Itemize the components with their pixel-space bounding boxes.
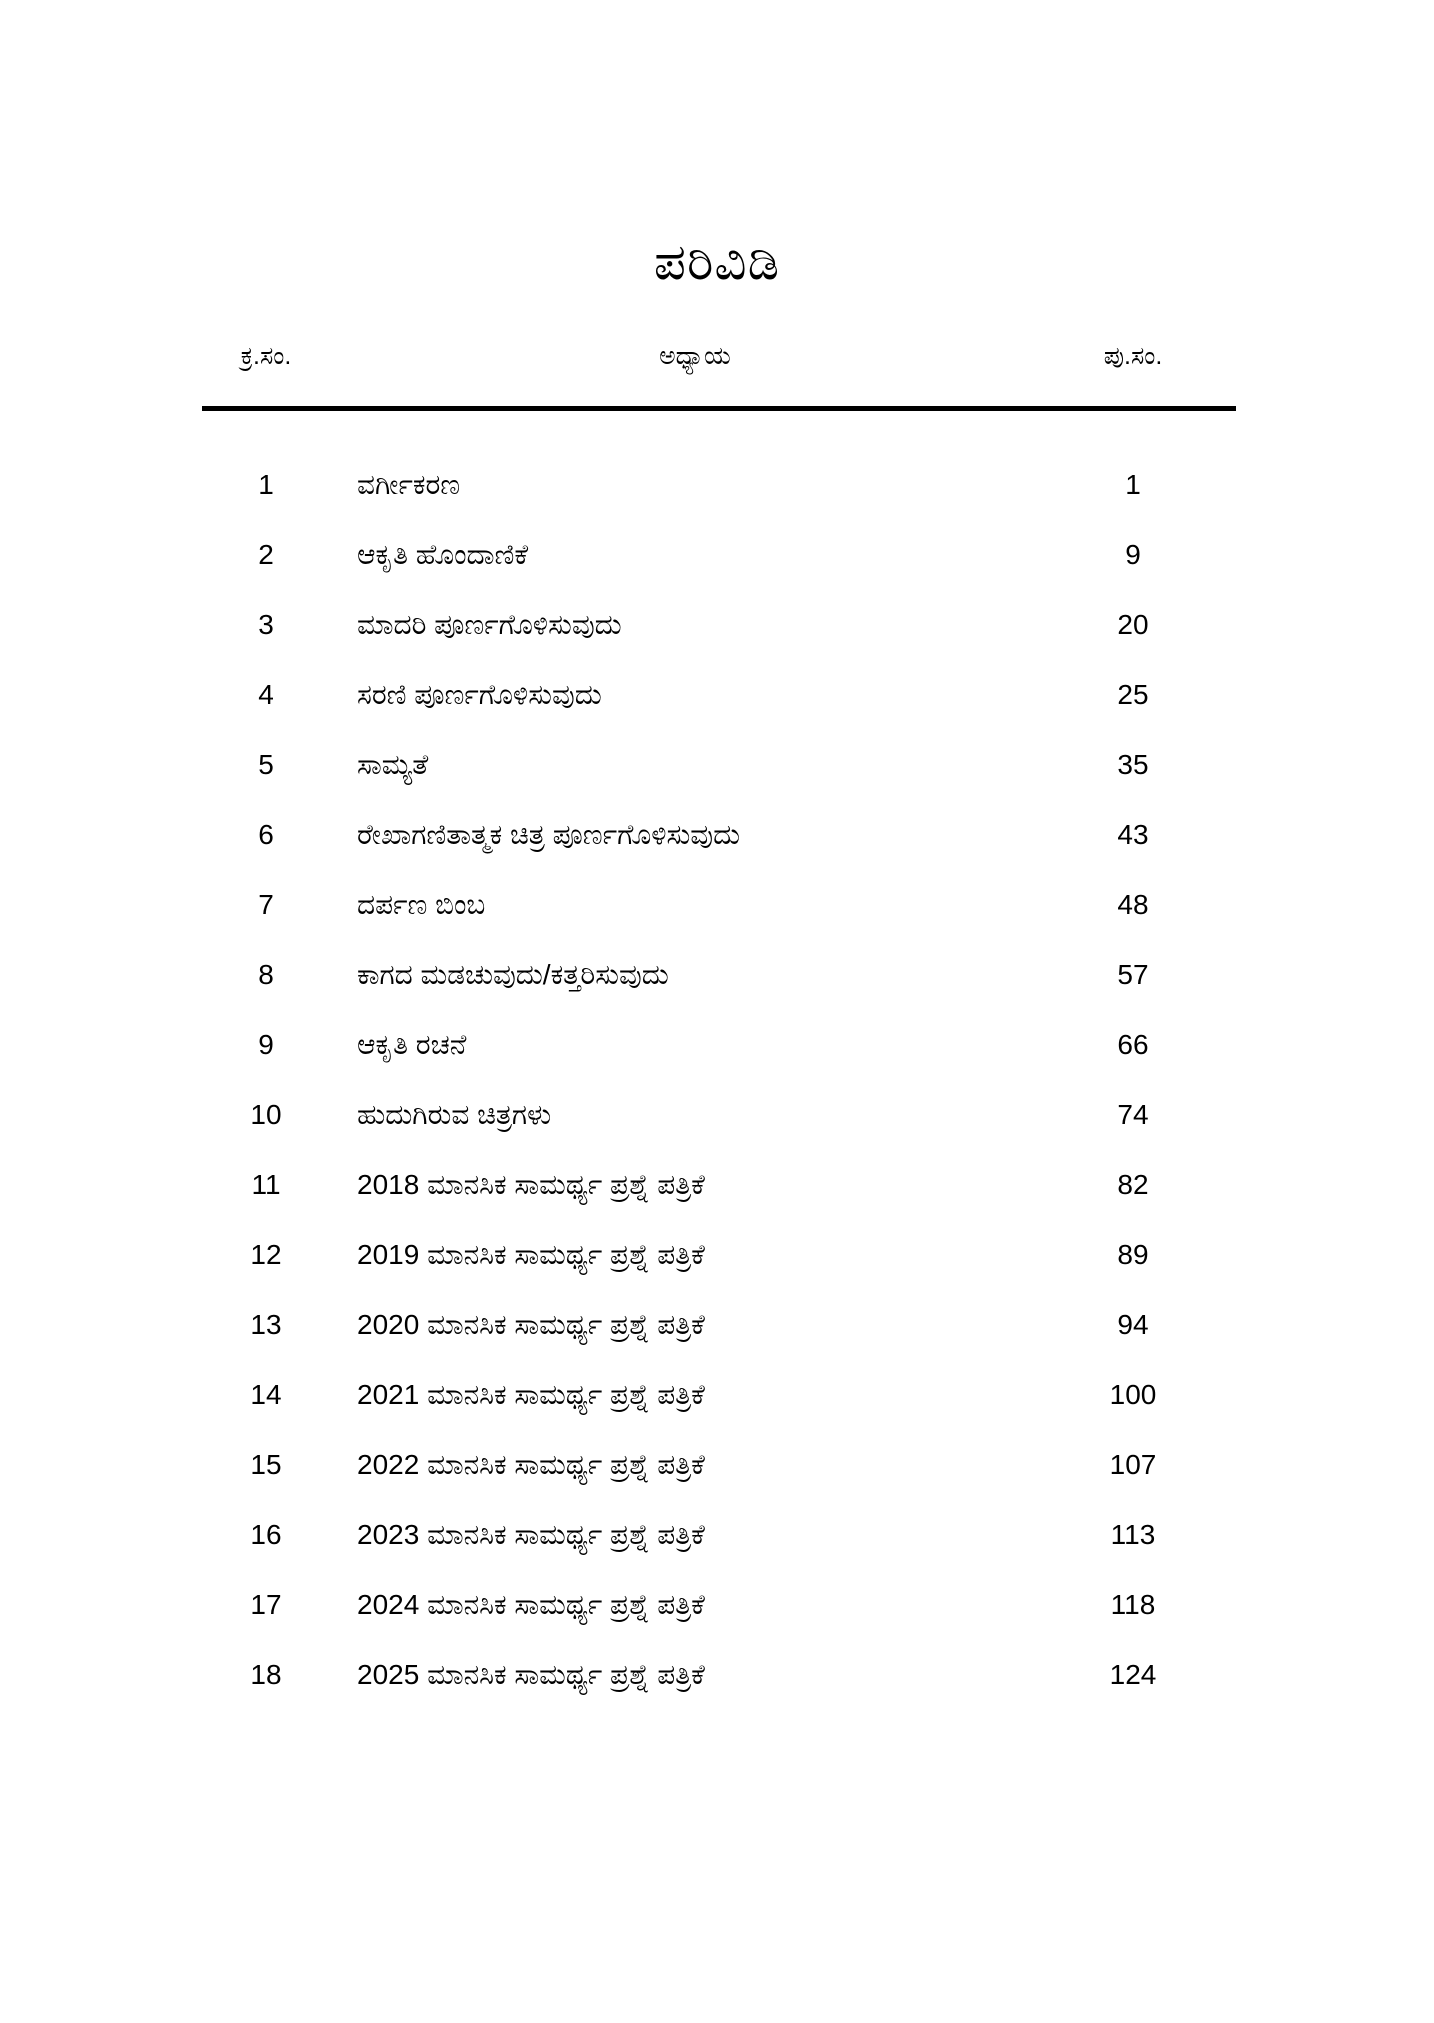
row-chapter-title: ಸಾಮ್ಯತೆ <box>357 748 429 780</box>
row-chapter-title: 2025 ಮಾನಸಿಕ ಸಾಮರ್ಥ್ಯ ಪ್ರಶ್ನೆ ಪತ್ರಿಕೆ <box>357 1658 705 1690</box>
table-row <box>202 1220 1236 1290</box>
row-serial-number: 16 <box>250 1519 282 1550</box>
row-serial-number: 2 <box>258 539 274 570</box>
row-page-number: 118 <box>1110 1589 1156 1620</box>
row-serial-number: 9 <box>258 1029 274 1060</box>
row-page-number: 66 <box>1117 1029 1149 1060</box>
row-chapter-title: ದರ್ಪಣ ಬಿಂಬ <box>357 888 486 920</box>
row-serial-number: 11 <box>251 1169 281 1200</box>
row-page-number: 74 <box>1117 1099 1149 1130</box>
row-serial-number: 18 <box>250 1659 282 1690</box>
row-chapter-title: ರೇಖಾಗಣಿತಾತ್ಮಕ ಚಿತ್ರ ಪೂರ್ಣಗೊಳಿಸುವುದು <box>357 818 741 850</box>
row-serial-number: 6 <box>258 819 274 850</box>
table-row <box>202 520 1236 590</box>
table-row <box>202 730 1236 800</box>
row-page-number: 89 <box>1117 1239 1149 1270</box>
row-chapter-title: 2022 ಮಾನಸಿಕ ಸಾಮರ್ಥ್ಯ ಪ್ರಶ್ನೆ ಪತ್ರಿಕೆ <box>357 1448 705 1480</box>
row-page-number: 82 <box>1117 1169 1149 1200</box>
column-headers <box>202 336 1236 376</box>
table-row <box>202 940 1236 1010</box>
row-chapter-title: ಸರಣಿ ಪೂರ್ಣಗೊಳಿಸುವುದು <box>357 678 602 710</box>
row-page-number: 20 <box>1117 609 1149 640</box>
table-row <box>202 1290 1236 1360</box>
row-chapter-title: 2020 ಮಾನಸಿಕ ಸಾಮರ್ಥ್ಯ ಪ್ರಶ್ನೆ ಪತ್ರಿಕೆ <box>357 1308 705 1340</box>
table-row <box>202 1570 1236 1640</box>
table-row <box>202 1150 1236 1220</box>
row-serial-number: 5 <box>258 749 274 780</box>
row-page-number: 25 <box>1117 679 1149 710</box>
row-page-number: 113 <box>1110 1519 1156 1550</box>
row-serial-number: 4 <box>258 679 274 710</box>
row-page-number: 9 <box>1125 539 1141 570</box>
table-row <box>202 1080 1236 1150</box>
table-row <box>202 1640 1236 1710</box>
row-chapter-title: 2018 ಮಾನಸಿಕ ಸಾಮರ್ಥ್ಯ ಪ್ರಶ್ನೆ ಪತ್ರಿಕೆ <box>357 1168 705 1200</box>
toc-rows <box>202 450 1236 1710</box>
row-serial-number: 1 <box>258 469 274 500</box>
col-header-serial-number: ಕ್ರ.ಸಂ. <box>240 342 292 370</box>
row-serial-number: 14 <box>250 1379 282 1410</box>
row-chapter-title: ಕಾಗದ ಮಡಚುವುದು/ಕತ್ತರಿಸುವುದು <box>357 958 669 990</box>
row-page-number: 100 <box>1109 1379 1157 1410</box>
row-page-number: 57 <box>1117 959 1149 990</box>
table-row <box>202 590 1236 660</box>
table-row <box>202 1430 1236 1500</box>
table-row <box>202 800 1236 870</box>
row-page-number: 94 <box>1117 1309 1149 1340</box>
page-title: ಪರಿವಿಡಿ <box>653 234 781 290</box>
row-serial-number: 10 <box>250 1099 282 1130</box>
row-chapter-title: 2019 ಮಾನಸಿಕ ಸಾಮರ್ಥ್ಯ ಪ್ರಶ್ನೆ ಪತ್ರಿಕೆ <box>357 1238 705 1270</box>
header-divider-rule <box>202 406 1236 411</box>
row-chapter-title: 2021 ಮಾನಸಿಕ ಸಾಮರ್ಥ್ಯ ಪ್ರಶ್ನೆ ಪತ್ರಿಕೆ <box>357 1378 705 1410</box>
row-chapter-title: ವರ್ಗೀಕರಣ <box>357 468 461 500</box>
row-chapter-title: 2023 ಮಾನಸಿಕ ಸಾಮರ್ಥ್ಯ ಪ್ರಶ್ನೆ ಪತ್ರಿಕೆ <box>357 1518 705 1550</box>
table-row <box>202 1010 1236 1080</box>
table-row <box>202 1360 1236 1430</box>
row-chapter-title: ಮಾದರಿ ಪೂರ್ಣಗೊಳಿಸುವುದು <box>357 608 622 640</box>
row-serial-number: 17 <box>250 1589 282 1620</box>
row-serial-number: 7 <box>258 889 274 920</box>
table-row <box>202 1500 1236 1570</box>
row-serial-number: 8 <box>258 959 274 990</box>
row-page-number: 107 <box>1109 1449 1157 1480</box>
row-chapter-title: 2024 ಮಾನಸಿಕ ಸಾಮರ್ಥ್ಯ ಪ್ರಶ್ನೆ ಪತ್ರಿಕೆ <box>357 1588 705 1620</box>
row-serial-number: 3 <box>258 609 274 640</box>
table-row <box>202 660 1236 730</box>
table-row <box>202 870 1236 940</box>
table-row <box>202 450 1236 520</box>
row-page-number: 35 <box>1117 749 1149 780</box>
row-page-number: 1 <box>1125 469 1141 500</box>
row-page-number: 43 <box>1117 819 1149 850</box>
row-serial-number: 13 <box>250 1309 282 1340</box>
row-page-number: 124 <box>1109 1659 1157 1690</box>
row-chapter-title: ಆಕೃತಿ ಹೊಂದಾಣಿಕೆ <box>357 538 529 570</box>
row-page-number: 48 <box>1117 889 1149 920</box>
row-serial-number: 15 <box>250 1449 282 1480</box>
col-header-chapter: ಅಧ್ಯಾಯ <box>659 342 731 370</box>
col-header-page-number: ಪು.ಸಂ. <box>1103 342 1163 370</box>
row-chapter-title: ಆಕೃತಿ ರಚನೆ <box>357 1028 467 1060</box>
row-serial-number: 12 <box>250 1239 282 1270</box>
row-chapter-title: ಹುದುಗಿರುವ ಚಿತ್ರಗಳು <box>357 1098 552 1130</box>
